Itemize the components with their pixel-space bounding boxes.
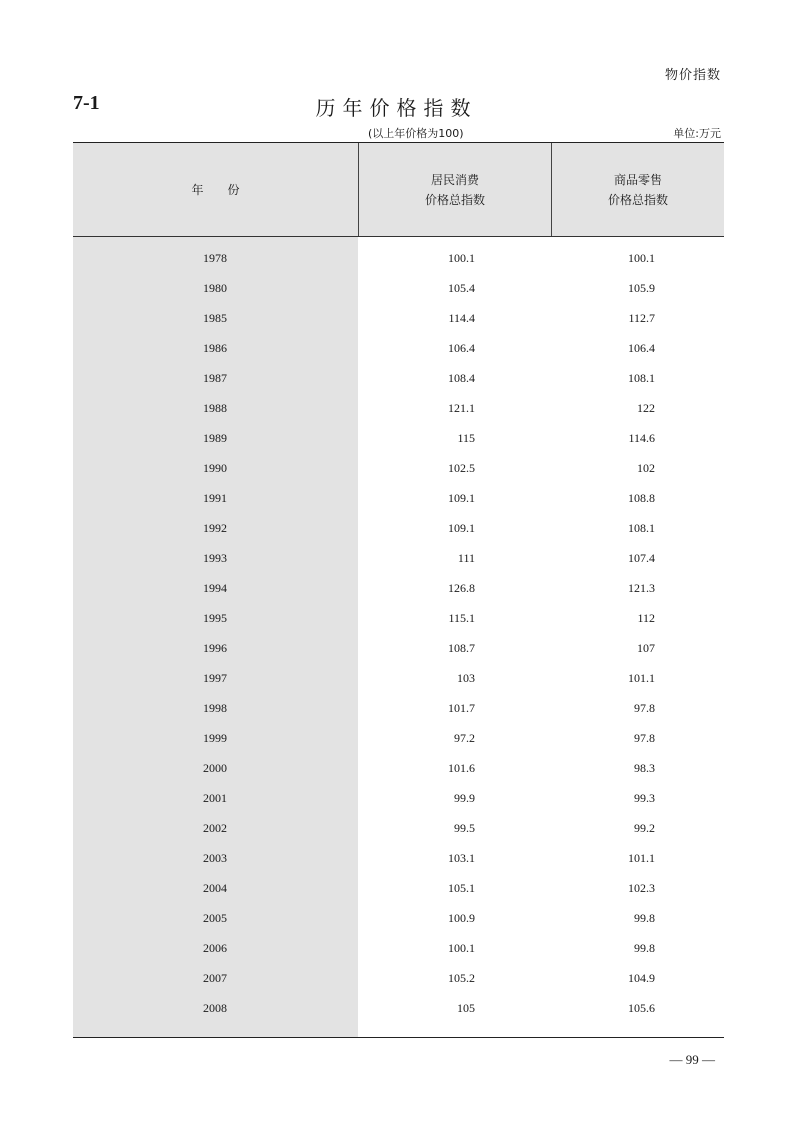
header-cpi bbox=[359, 143, 551, 236]
cell-cpi: 105.1 bbox=[448, 881, 475, 895]
cell-year: 1980 bbox=[203, 281, 227, 295]
cell-cpi: 100.9 bbox=[448, 911, 475, 925]
section-header: 物价指数 bbox=[664, 68, 721, 83]
table-number: 7-1 bbox=[73, 92, 100, 114]
cell-year: 1987 bbox=[203, 371, 227, 385]
cell-year: 1986 bbox=[203, 341, 227, 355]
cell-year: 1999 bbox=[203, 731, 227, 745]
cell-cpi: 105.2 bbox=[448, 971, 475, 985]
header-divider bbox=[358, 143, 359, 236]
table-subtitle: (以上年价格为100) bbox=[368, 127, 464, 140]
cell-cpi: 105 bbox=[457, 1001, 475, 1015]
cell-rpi: 98.3 bbox=[634, 761, 655, 775]
table-row bbox=[73, 605, 724, 635]
cell-rpi: 112.7 bbox=[628, 311, 655, 325]
cell-rpi: 105.9 bbox=[628, 281, 655, 295]
table-header bbox=[73, 143, 724, 236]
table-row bbox=[73, 395, 724, 425]
cell-year: 2002 bbox=[203, 821, 227, 835]
cell-rpi: 107 bbox=[637, 641, 655, 655]
cell-year: 2006 bbox=[203, 941, 227, 955]
cell-rpi: 99.8 bbox=[634, 941, 655, 955]
cell-cpi: 109.1 bbox=[448, 491, 475, 505]
cell-rpi: 104.9 bbox=[628, 971, 655, 985]
table-row bbox=[73, 425, 724, 455]
cell-year: 1990 bbox=[203, 461, 227, 475]
table-body bbox=[73, 245, 724, 1025]
cell-year: 2004 bbox=[203, 881, 227, 895]
table-row bbox=[73, 365, 724, 395]
cell-year: 1993 bbox=[203, 551, 227, 565]
cell-year: 1997 bbox=[203, 671, 227, 685]
cell-rpi: 114.6 bbox=[628, 431, 655, 445]
table-row bbox=[73, 455, 724, 485]
table-row bbox=[73, 785, 724, 815]
header-year-label: 年 份 bbox=[191, 182, 240, 197]
cell-rpi: 112 bbox=[637, 611, 655, 625]
cell-cpi: 97.2 bbox=[454, 731, 475, 745]
cell-year: 2007 bbox=[203, 971, 227, 985]
cell-rpi: 121.3 bbox=[628, 581, 655, 595]
cell-cpi: 105.4 bbox=[448, 281, 475, 295]
cell-cpi: 100.1 bbox=[448, 251, 475, 265]
table-row bbox=[73, 575, 724, 605]
table-row bbox=[73, 635, 724, 665]
cell-rpi: 97.8 bbox=[634, 701, 655, 715]
header-divider bbox=[551, 143, 552, 236]
page-number: — 99 — bbox=[669, 1052, 715, 1067]
cell-cpi: 103.1 bbox=[448, 851, 475, 865]
table-row bbox=[73, 725, 724, 755]
table-row bbox=[73, 995, 724, 1025]
cell-year: 2003 bbox=[203, 851, 227, 865]
table-row bbox=[73, 845, 724, 875]
cell-year: 1996 bbox=[203, 641, 227, 655]
cell-rpi: 99.2 bbox=[634, 821, 655, 835]
cell-year: 1988 bbox=[203, 401, 227, 415]
header-cpi-line2: 价格总指数 bbox=[424, 192, 485, 207]
cell-cpi: 108.4 bbox=[448, 371, 475, 385]
cell-rpi: 101.1 bbox=[628, 851, 655, 865]
cell-cpi: 102.5 bbox=[448, 461, 475, 475]
cell-cpi: 121.1 bbox=[448, 401, 475, 415]
table-row bbox=[73, 905, 724, 935]
cell-year: 1978 bbox=[203, 251, 227, 265]
cell-year: 1995 bbox=[203, 611, 227, 625]
table-row bbox=[73, 695, 724, 725]
cell-year: 1994 bbox=[203, 581, 227, 595]
cell-year: 1989 bbox=[203, 431, 227, 445]
cell-cpi: 111 bbox=[457, 551, 475, 565]
cell-year: 1991 bbox=[203, 491, 227, 505]
cell-cpi: 126.8 bbox=[448, 581, 475, 595]
table-row bbox=[73, 935, 724, 965]
header-rpi-line1: 商品零售 bbox=[613, 172, 662, 187]
table-row bbox=[73, 875, 724, 905]
table-row bbox=[73, 245, 724, 275]
cell-year: 2005 bbox=[203, 911, 227, 925]
cell-year: 1992 bbox=[203, 521, 227, 535]
table-row bbox=[73, 335, 724, 365]
cell-rpi: 100.1 bbox=[628, 251, 655, 265]
cell-cpi: 108.7 bbox=[448, 641, 475, 655]
cell-rpi: 105.6 bbox=[628, 1001, 655, 1015]
cell-rpi: 102 bbox=[637, 461, 655, 475]
cell-rpi: 101.1 bbox=[628, 671, 655, 685]
table-row bbox=[73, 965, 724, 995]
cell-rpi: 108.8 bbox=[628, 491, 655, 505]
table-row bbox=[73, 815, 724, 845]
cell-cpi: 115.1 bbox=[448, 611, 475, 625]
table-bottom-rule bbox=[73, 1037, 724, 1038]
cell-cpi: 99.5 bbox=[454, 821, 475, 835]
cell-cpi: 101.6 bbox=[448, 761, 475, 775]
cell-cpi: 101.7 bbox=[448, 701, 475, 715]
table-row bbox=[73, 545, 724, 575]
table-row bbox=[73, 755, 724, 785]
cell-year: 1998 bbox=[203, 701, 227, 715]
cell-year: 2008 bbox=[203, 1001, 227, 1015]
table-row bbox=[73, 305, 724, 335]
cell-rpi: 108.1 bbox=[628, 521, 655, 535]
cell-rpi: 107.4 bbox=[628, 551, 655, 565]
table-title: 历年价格指数 bbox=[315, 96, 478, 120]
unit-label: 单位:万元 bbox=[673, 127, 721, 140]
cell-rpi: 97.8 bbox=[634, 731, 655, 745]
cell-cpi: 114.4 bbox=[448, 311, 475, 325]
cell-rpi: 102.3 bbox=[628, 881, 655, 895]
cell-rpi: 122 bbox=[637, 401, 655, 415]
cell-cpi: 106.4 bbox=[448, 341, 475, 355]
header-year bbox=[73, 143, 358, 236]
cell-cpi: 115 bbox=[457, 431, 475, 445]
header-cpi-line1: 居民消费 bbox=[430, 172, 479, 187]
cell-rpi: 99.8 bbox=[634, 911, 655, 925]
cell-year: 2000 bbox=[203, 761, 227, 775]
cell-rpi: 108.1 bbox=[628, 371, 655, 385]
cell-rpi: 106.4 bbox=[628, 341, 655, 355]
cell-cpi: 99.9 bbox=[454, 791, 475, 805]
cell-cpi: 100.1 bbox=[448, 941, 475, 955]
header-rpi-line2: 价格总指数 bbox=[607, 192, 668, 207]
table-row bbox=[73, 515, 724, 545]
cell-year: 2001 bbox=[203, 791, 227, 805]
cell-cpi: 103 bbox=[457, 671, 475, 685]
table-row bbox=[73, 485, 724, 515]
cell-year: 1985 bbox=[203, 311, 227, 325]
table-row bbox=[73, 665, 724, 695]
header-rpi bbox=[552, 143, 724, 236]
cell-cpi: 109.1 bbox=[448, 521, 475, 535]
table-row bbox=[73, 275, 724, 305]
cell-rpi: 99.3 bbox=[634, 791, 655, 805]
